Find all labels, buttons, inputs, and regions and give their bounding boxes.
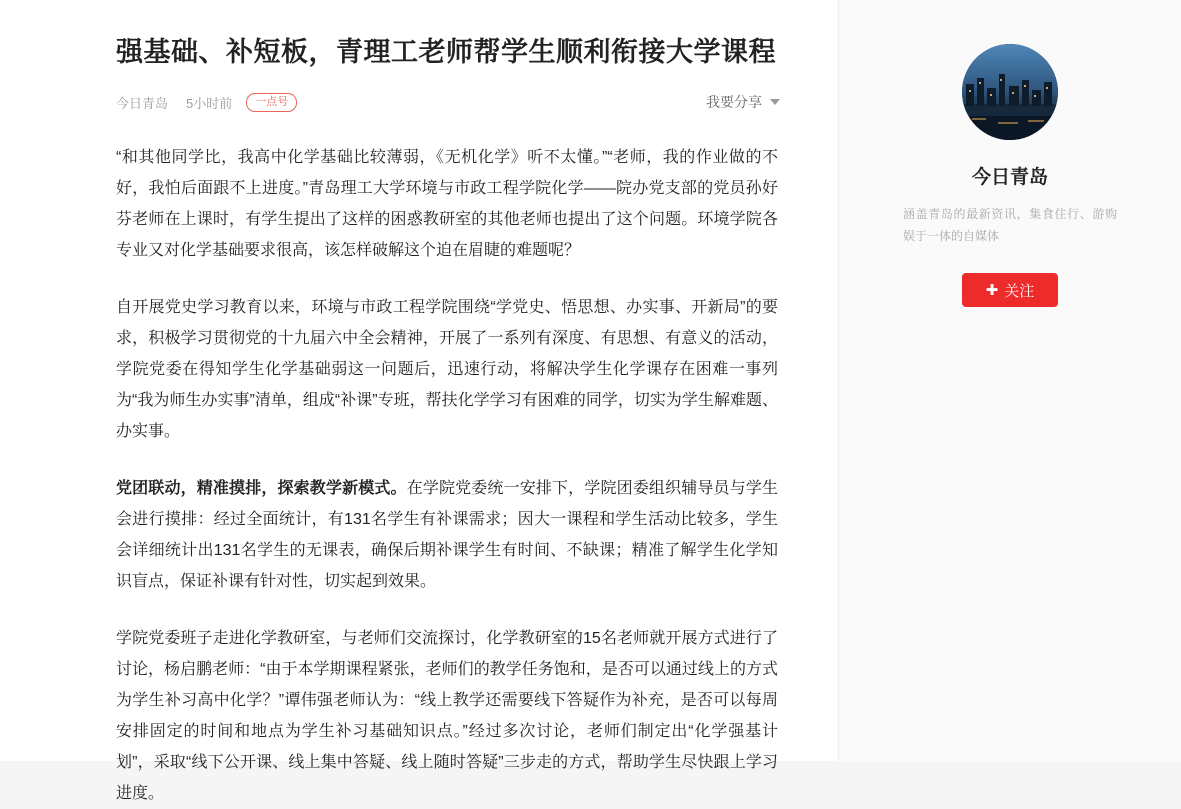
page-title: 强基础、补短板，青理工老师帮学生顺利衔接大学课程 <box>116 37 776 67</box>
paragraph-rest: 在学院党委统一安排下，学院团委组织辅导员与学生会进行摸排：经过全面统计，有131名学生有补课需求；因大一课程和学生活动比较多，学生会详细统计出131名学生的无课表，确保后期补课学生有时间、不缺课；精准了解学生化学知识盲点，保证补课有针对性，切实起到效果。 <box>116 480 778 591</box>
paragraph-lead: 党团联动，精准摸排，探索教学新模式。 <box>116 480 407 498</box>
meta-source[interactable]: 今日青岛 <box>116 95 169 111</box>
share-label: 我要分享 <box>706 94 762 111</box>
avatar[interactable] <box>962 44 1058 140</box>
article-body <box>116 142 790 809</box>
article-meta <box>116 92 780 112</box>
plus-icon: ✚ <box>985 281 999 299</box>
author-card <box>839 0 1181 307</box>
share-button[interactable] <box>706 92 780 112</box>
article-paragraph <box>116 473 778 597</box>
status-badge: 一点号 <box>246 93 297 112</box>
article-paragraph: 自开展党史学习教育以来，环境与市政工程学院围绕“学党史、悟思想、办实事、开新局”的要求，积极学习贯彻党的十九届六中全会精神，开展了一系列有深度、有思想、有意义的活动，学院党委在得知学生化学基础弱这一问题后，迅速行动，将解决学生化学课存在困难一事列为“我为师生办实事”清单，组成“补课”专班，帮扶化学学习有困难的同学，切实为学生解难题、办实事。 <box>116 299 778 441</box>
meta-timestamp: 5小时前 <box>186 95 233 111</box>
author-description: 涵盖青岛的最新资讯，集食住行、游购娱于一体的自媒体 <box>903 207 1117 243</box>
follow-label: 关注 <box>1004 282 1035 300</box>
article-paragraph: 学院党委班子走进化学教研室，与老师们交流探讨，化学教研室的15名老师就开展方式进行了讨论，杨启鹏老师：“由于本学期课程紧张，老师们的教学任务饱和，是否可以通过线上的方式为学生补习高中化学？”谭伟强老师认为：“线上教学还需要线下答疑作为补充，是否可以每周安排固定的时间和地点为学生补习基础知识点。”经过多次讨论，老师们制定出“化学强基计划”，采取“线下公开课、线上集中答疑、线上随时答疑”三步走的方式，帮助学生尽快跟上学习进度。 <box>116 630 778 803</box>
sidebar <box>838 0 1181 761</box>
article-paragraph: “和其他同学比，我高中化学基础比较薄弱，《无机化学》听不太懂。”“老师，我的作业做的不好，我怕后面跟不上进度。”青岛理工大学环境与市政工程学院化学——院办党支部的党员孙好芬老师在上课时，有学生提出了这样的困惑教研室的其他老师也提出了这个问题。环境学院各专业又对化学基础要求很高，该怎样破解这个迫在眉睫的难题呢？ <box>116 149 778 260</box>
author-name: 今日青岛 <box>971 167 1048 188</box>
chevron-down-icon <box>770 99 780 105</box>
avatar-image <box>962 44 1058 140</box>
follow-button[interactable] <box>962 273 1058 307</box>
